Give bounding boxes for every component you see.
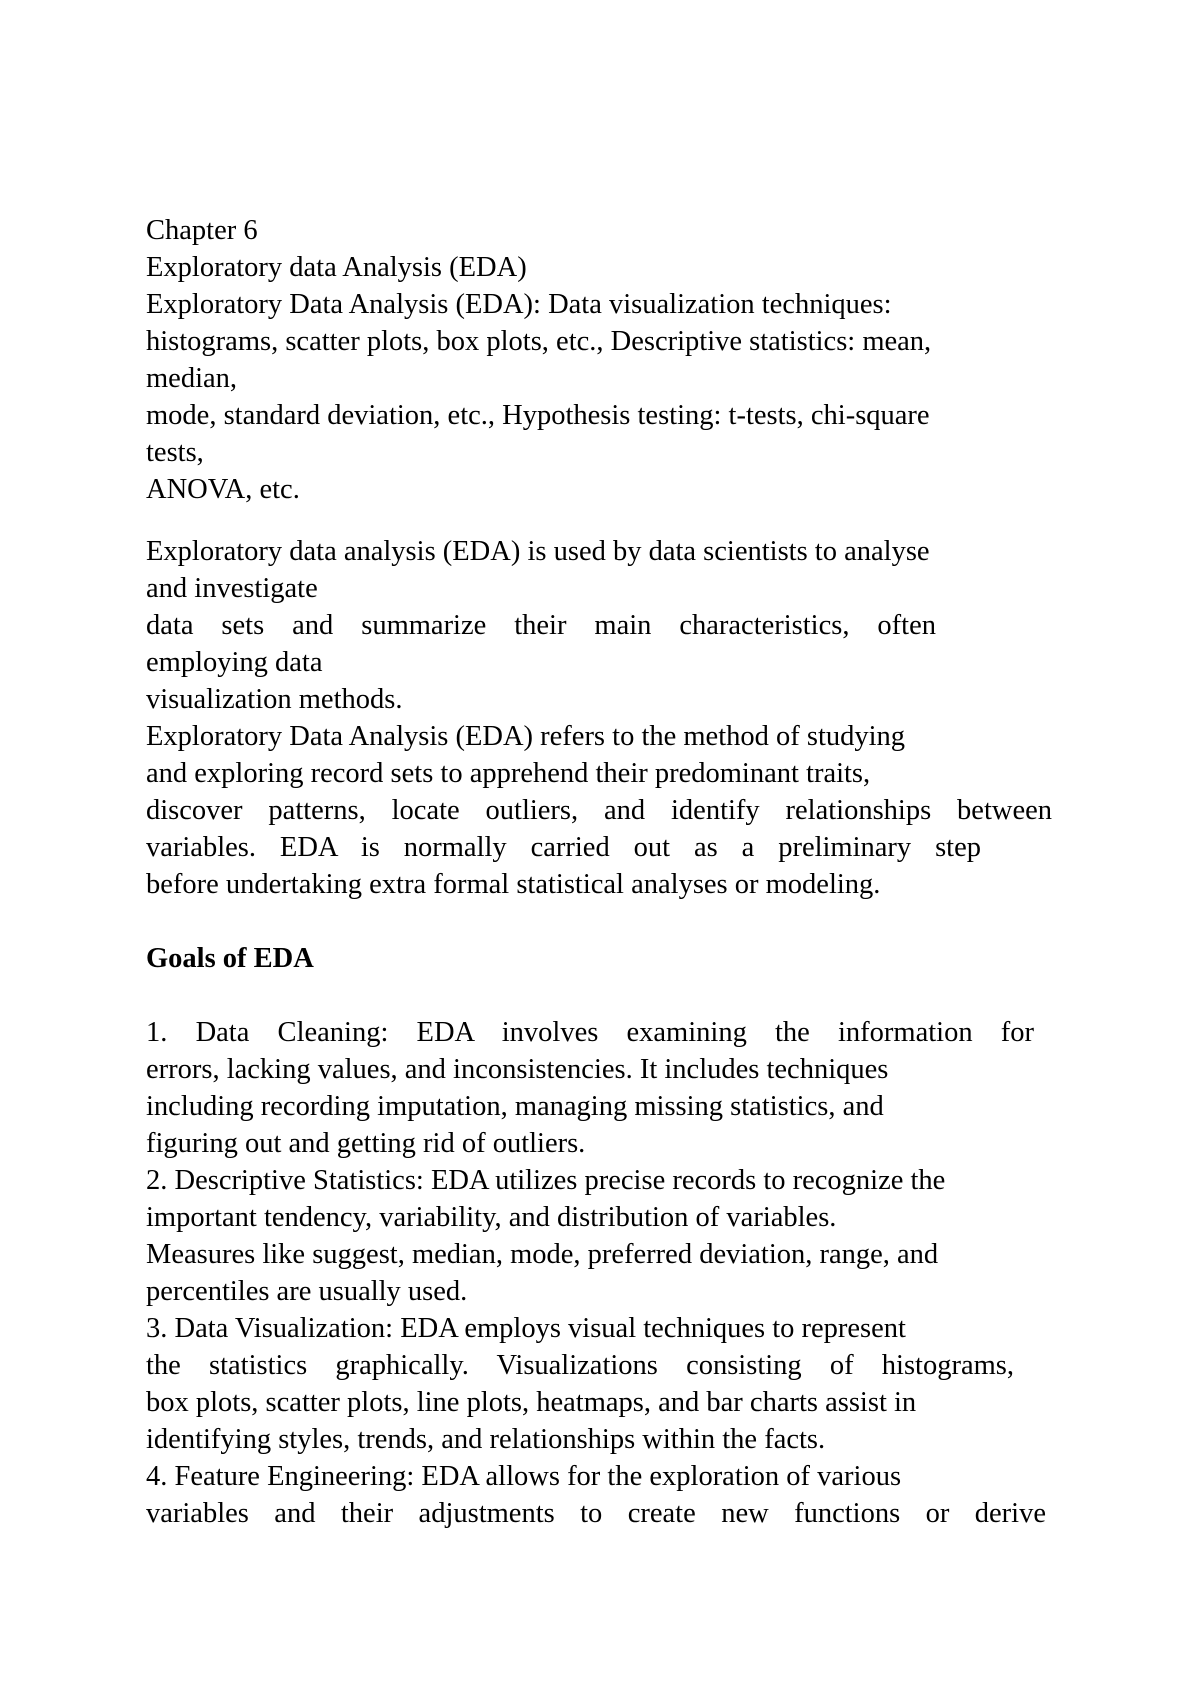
goals-line: 4. Feature Engineering: EDA allows for the exploration of various [146,1461,902,1492]
definition-line: Exploratory data analysis (EDA) is used by data scientists to analyse [146,536,930,567]
intro-line: histograms, scatter plots, box plots, etc., Descriptive statistics: mean, [146,326,932,357]
goals-heading: Goals of EDA [146,943,314,974]
chapter-label: Chapter 6 [146,215,258,246]
goals-line: 2. Descriptive Statistics: EDA utilizes precise records to recognize the [146,1165,946,1196]
paragraph-gap [146,977,1086,1014]
goals-line: the statistics graphically. Visualizations consisting of histograms, [146,1350,1014,1381]
goals-line: including recording imputation, managing missing statistics, and [146,1091,884,1122]
definition-line: before undertaking extra formal statistical analyses or modeling. [146,869,881,900]
definition-line: and investigate [146,573,318,604]
definition-line: employing data [146,647,323,678]
definition-line: visualization methods. [146,684,403,715]
chapter-title: Exploratory data Analysis (EDA) [146,252,527,283]
intro-line: ANOVA, etc. [146,474,300,505]
goals-list [146,1014,1086,1532]
definition-line: and exploring record sets to apprehend their predominant traits, [146,758,871,789]
paragraph-gap [146,903,1086,940]
goals-line: Measures like suggest, median, mode, preferred deviation, range, and [146,1239,939,1270]
goals-line: identifying styles, trends, and relationships within the facts. [146,1424,826,1455]
document-page [146,212,1086,1532]
goals-line: percentiles are usually used. [146,1276,468,1307]
definition-line: Exploratory Data Analysis (EDA) refers to the method of studying [146,721,906,752]
intro-line: tests, [146,437,204,468]
intro-paragraph [146,286,1086,508]
definition-line: discover patterns, locate outliers, and identify relationships between [146,795,1052,826]
goals-line: important tendency, variability, and distribution of variables. [146,1202,837,1233]
paragraph-gap [146,508,1086,533]
goals-line: variables and their adjustments to create new functions or derive [146,1498,1046,1529]
goals-line: figuring out and getting rid of outliers. [146,1128,586,1159]
goals-line: 3. Data Visualization: EDA employs visual techniques to represent [146,1313,906,1344]
intro-line: Exploratory Data Analysis (EDA): Data visualization techniques: [146,289,892,320]
goals-line: errors, lacking values, and inconsistencies. It includes techniques [146,1054,889,1085]
definition-line: data sets and summarize their main characteristics, often [146,610,936,641]
definition-line: variables. EDA is normally carried out as a preliminary step [146,832,981,863]
definition-paragraph [146,533,1086,903]
goals-line: 1. Data Cleaning: EDA involves examining the information for [146,1017,1034,1048]
intro-line: mode, standard deviation, etc., Hypothesis testing: t-tests, chi-square [146,400,930,431]
goals-line: box plots, scatter plots, line plots, heatmaps, and bar charts assist in [146,1387,917,1418]
intro-line: median, [146,363,238,394]
